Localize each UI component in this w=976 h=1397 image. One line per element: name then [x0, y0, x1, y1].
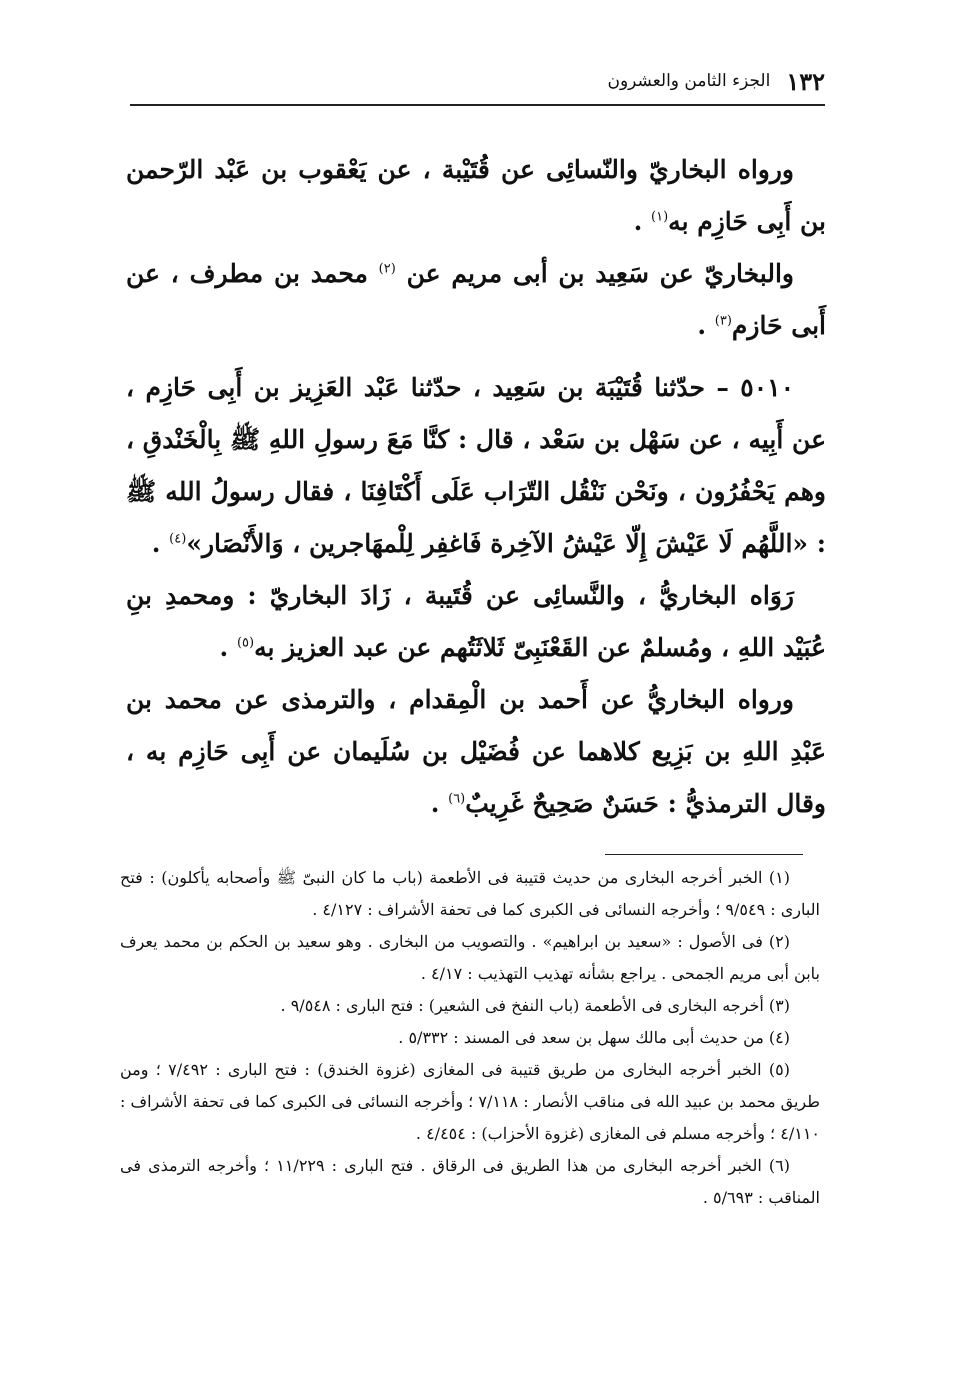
footnote-1: (١) الخبر أخرجه البخارى من حديث قتيبة فى الأطعمة (باب ما كان النبىّ ﷺ وأصحابه يأكلون) : فتح البارى : ٩/٥٤٩ ؛ وأخرجه النسائى فى الكبرى كما فى تحفة الأشراف : ٤/١٢٧ . — [120, 868, 820, 919]
paragraph-2-mid: محمد بن مطرف ، عن أَبى حَازم — [126, 259, 826, 340]
footnote-6: (٦) الخبر أخرجه البخارى من هذا الطريق فى الرقاق . فتح البارى : ١١/٢٢٩ ؛ وأخرجه الترمذى فى المناقب : ٥/٦٩٣ . — [120, 1156, 820, 1207]
main-text — [126, 144, 826, 830]
running-title: الجزء الثامن والعشرون — [607, 71, 771, 91]
footnote-2: (٢) فى الأصول : «سعيد بن ابراهيم» . والتصويب من البخارى . وهو سعيد بن الحكم بن محمد يعرف بابن أبى مريم الجمحى . يراجع بشأنه تهذيب التهذيب : ٤/١٧ . — [120, 932, 820, 983]
footnotes — [120, 862, 820, 1214]
footnote-ref-1: (١) — [651, 209, 669, 225]
paragraph-4-text: رَوَاه البخاريُّ ، والنَّسائِى عن قُتَيبة ، زَادَ البخاريّ : ومحمدِ بنِ عُبَيْد اللهِ ، ومُسلمٌ عن القَعْنَبِىّ ثَلاثَتُهم عن عبد العزيز به — [126, 581, 826, 662]
footnote-rule — [605, 854, 803, 855]
header-rule — [130, 104, 825, 106]
paragraph-1-end: . — [633, 207, 652, 236]
hadith-5010 — [126, 362, 826, 570]
paragraph-5 — [126, 674, 826, 830]
footnote-ref-4: (٤) — [169, 531, 187, 547]
paragraph-5-text: ورواه البخاريُّ عن أَحمد بن الْمِقدام ، والترمذى عن محمد بن عَبْدِ اللهِ بن بَزِيع كلاهما عن فُضَيْل بن سُلَيمان عن أَبِى حَازِم به ، وقال الترمذيُّ : حَسَنٌ صَحِيحٌ غَرِيبٌ — [126, 685, 826, 818]
footnote-ref-6: (٦) — [448, 791, 466, 807]
paragraph-2 — [126, 248, 826, 352]
footnote-ref-2: (٢) — [378, 261, 396, 277]
paragraph-2-end: . — [697, 311, 715, 340]
paragraph-2-text: والبخاريّ عن سَعِيد بن أبى مريم عن — [395, 259, 794, 288]
footnote-3: (٣) أخرجه البخارى فى الأطعمة (باب النفخ فى الشعير) : فتح البارى : ٩/٥٤٨ . — [280, 996, 790, 1015]
hadith-5010-end: . — [151, 529, 170, 558]
paragraph-1 — [126, 144, 826, 248]
footnote-4: (٤) من حديث أبى مالك سهل بن سعد فى المسند : ٥/٣٣٢ . — [398, 1028, 790, 1047]
paragraph-1-text: ورواه البخاريّ والنّسائِى عن قُتَيْبة ، عن يَعْقوب بن عَبْد الرّحمن بن أَبِى حَازِم به — [126, 155, 826, 236]
page-number: ١٣٢ — [786, 66, 825, 96]
paragraph-4 — [126, 570, 826, 674]
footnote-5: (٥) الخبر أخرجه البخارى من طريق قتيبة فى المغازى (غزوة الخندق) : فتح البارى : ٧/٤٩٢ ؛ ومن طريق محمد بن عبيد الله فى مناقب الأنصار : ٧/١١٨ ؛ وأخرجه النسائى فى الكبرى كما فى تحفة الأشراف : ٤/١١٠ ؛ وأخرجه مسلم فى المغازى (غزوة الأحزاب) : ٤/٤٥٤ . — [120, 1060, 820, 1143]
footnote-ref-5: (٥) — [236, 635, 255, 651]
hadith-5010-text: ٥٠١٠ – حدّثنا قُتَيْبَة بن سَعِيد ، حدّثنا عَبْد العَزِيز بن أَبِى حَازِم ، عن أَبِيه ، عن سَهْل بن سَعْد ، قال : كنَّا مَعَ رسولِ اللهِ ﷺ بِالْخَنْدقِ ، وهم يَحْفُرُون ، ونَحْن نَنْقُل التّرَاب عَلَى أَكْتَافِنَا ، فقال رسولُ الله ﷺ : «اللَّهُم لَا عَيْشَ إِلّا عَيْشُ الآخِرة فَاغفِر لِلْمهَاجرين ، وَالأَنْصَار» — [126, 373, 826, 558]
page-header — [130, 64, 825, 98]
paragraph-4-end: . — [219, 633, 237, 662]
paragraph-5-end: . — [430, 789, 449, 818]
footnote-ref-3: (٣) — [714, 313, 732, 329]
